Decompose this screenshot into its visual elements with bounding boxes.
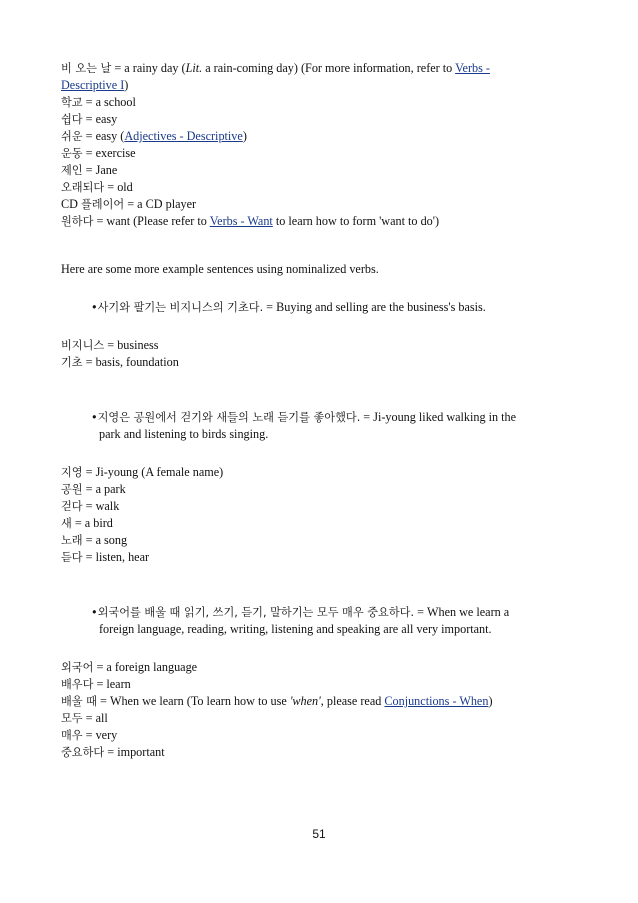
vocab-line (61, 693, 581, 710)
definition-text: ) (124, 78, 129, 92)
korean-term: 기초 (61, 356, 83, 369)
vocab-line-rainy-day (61, 60, 581, 77)
vocab-line (61, 464, 581, 481)
vocab-line (61, 196, 581, 213)
page-number: 51 (312, 827, 326, 841)
definition-text: = a song (82, 533, 128, 547)
korean-term: 외국어 (61, 661, 94, 674)
korean-term: 중요하다 (61, 746, 105, 759)
vocab-line (61, 549, 581, 566)
korean-sentence: •사기와 팔기는 비지니스의 기초다. (91, 301, 264, 314)
english-translation: = Ji-young liked walking in the (360, 410, 517, 424)
definition-text: = walk (82, 499, 120, 513)
vocab-line (61, 532, 581, 549)
korean-sentence: •외국어를 배울 때 읽기, 쓰기, 듣기, 말하기는 모두 매우 중요하다. (91, 606, 415, 619)
definition-text: = a bird (71, 516, 113, 530)
korean-term: 새 (61, 517, 72, 530)
korean-term: 플레이어 (80, 198, 125, 211)
definition-text: = exercise (82, 146, 136, 160)
korean-term: 배울 때 (61, 695, 97, 708)
intro-paragraph: Here are some more example sentences using nominalized verbs. (61, 262, 379, 276)
vocab-line (61, 498, 581, 515)
vocab-line (61, 676, 581, 693)
korean-term: 배우다 (61, 678, 94, 691)
definition-text: to learn how to form 'want to do') (272, 214, 440, 228)
definition-text: = all (82, 711, 108, 725)
vocab-line (61, 145, 581, 162)
definition-text: = very (82, 728, 118, 742)
definition-text: = a foreign language (93, 660, 198, 674)
definition-text: = a rainy day ( (111, 61, 186, 75)
vocab-line (61, 213, 581, 230)
link-conjunctions-when[interactable]: Conjunctions - When (384, 694, 489, 708)
definition-text: = learn (93, 677, 131, 691)
example-sentence-3 (91, 604, 569, 638)
example-sentence-1 (91, 299, 569, 316)
definition-text: = old (104, 180, 133, 194)
definition-text: ) (242, 129, 247, 143)
korean-term: 모두 (61, 712, 83, 725)
vocab-line (61, 128, 581, 145)
link-adjectives-descriptive[interactable]: Adjectives - Descriptive (124, 129, 243, 143)
vocab-line (61, 727, 581, 744)
definition-text: = a CD player (124, 197, 197, 211)
definition-text: = listen, hear (82, 550, 150, 564)
korean-term: 듣다 (61, 551, 83, 564)
italic-when: 'when' (289, 694, 321, 708)
korean-term: 걷다 (61, 500, 83, 513)
english-translation-cont: foreign language, reading, writing, listening and speaking are all very important. (99, 622, 492, 636)
definition-text: = a school (82, 95, 136, 109)
definition-text: ) (488, 694, 493, 708)
english-translation: = Buying and selling are the business's basis. (263, 300, 486, 314)
definition-text: = Jane (82, 163, 118, 177)
definition-text: = business (104, 338, 159, 352)
vocab-line (61, 111, 581, 128)
definition-text: = Ji-young (A female name) (82, 465, 224, 479)
english-translation: = When we learn a (414, 605, 510, 619)
link-verbs-want[interactable]: Verbs - Want (209, 214, 273, 228)
vocab-line (61, 162, 581, 179)
korean-term: 오래되다 (61, 181, 105, 194)
korean-sentence: •지영은 공원에서 걷기와 새들의 노래 듣기를 좋아했다. (91, 411, 361, 424)
english-translation-cont: park and listening to birds singing. (99, 427, 269, 441)
vocab-line (61, 659, 581, 676)
korean-term: 쉽다 (61, 113, 83, 126)
korean-term: 공원 (61, 483, 83, 496)
korean-term: 원하다 (61, 215, 94, 228)
korean-term: 노래 (61, 534, 83, 547)
korean-term: 제인 (61, 164, 83, 177)
definition-text: a rain-coming day) (For more information, refer to (202, 61, 456, 75)
link-verbs-descriptive[interactable]: Verbs - (455, 61, 490, 75)
definition-text: = easy (82, 112, 118, 126)
link-verbs-descriptive-cont[interactable]: Descriptive I (61, 78, 125, 92)
definition-text: , please read (320, 694, 385, 708)
italic-lit: Lit. (185, 61, 203, 75)
korean-term: 비 오는 날 (61, 62, 112, 75)
vocab-line (61, 337, 581, 354)
definition-text: = want (Please refer to (93, 214, 210, 228)
korean-term: 매우 (61, 729, 83, 742)
definition-text: = a park (82, 482, 126, 496)
vocab-line (61, 94, 581, 111)
vocab-line (61, 744, 581, 761)
vocab-line (61, 710, 581, 727)
example-sentence-2 (91, 409, 569, 443)
definition-text: = easy ( (82, 129, 125, 143)
definition-text: = When we learn (To learn how to use (96, 694, 290, 708)
korean-term: 쉬운 (61, 130, 83, 143)
vocab-line (61, 179, 581, 196)
definition-text: = basis, foundation (82, 355, 179, 369)
vocab-line (61, 354, 581, 371)
vocab-line (61, 515, 581, 532)
document-page (61, 60, 581, 761)
vocab-line (61, 481, 581, 498)
definition-text: = important (104, 745, 165, 759)
korean-term: 운동 (61, 147, 83, 160)
korean-term: 학교 (61, 96, 83, 109)
vocab-line-rainy-day-cont (61, 77, 581, 94)
korean-term: 지영 (61, 466, 83, 479)
definition-text: CD (61, 197, 81, 211)
korean-term: 비지니스 (61, 339, 105, 352)
